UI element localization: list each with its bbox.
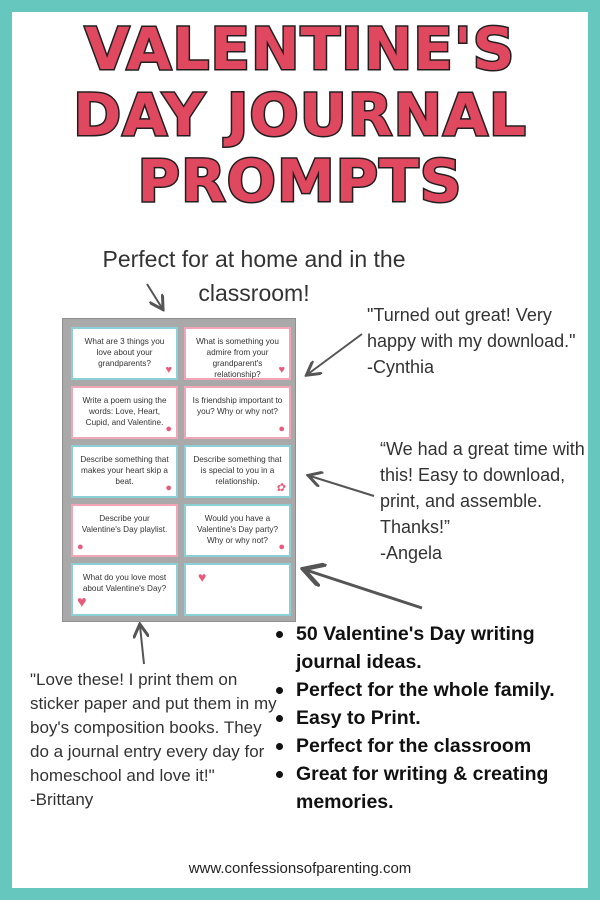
feature-item: Easy to Print. bbox=[270, 704, 600, 732]
prompt-card-text: Describe your Valentine's Day playlist. bbox=[81, 514, 168, 534]
arrow-icon bbox=[306, 570, 422, 608]
prompt-card-text: What is something you admire from your grandparent's relationship? bbox=[196, 337, 279, 379]
review-author: -Angela bbox=[380, 543, 443, 563]
website-url: www.confessionsofparenting.com bbox=[188, 860, 412, 877]
title-line-2: DAY JOURNAL bbox=[73, 81, 527, 149]
prompt-card-text: Write a poem using the words: Love, Heart, Cupid, and Valentine. bbox=[82, 396, 167, 427]
feature-item: Perfect for the whole family. bbox=[270, 676, 600, 704]
owl-icon: ● bbox=[165, 482, 172, 494]
prompt-card-text: Describe something that makes your heart skip a beat. bbox=[80, 455, 169, 486]
owl-icon: ● bbox=[77, 541, 84, 553]
heart-balloon-icon: ♥ bbox=[198, 569, 207, 585]
title-line-3: PROMPTS bbox=[137, 147, 463, 215]
arrow-icon bbox=[147, 284, 162, 308]
feature-item: 50 Valentine's Day writing journal ideas. bbox=[270, 620, 600, 676]
heart-icon: ♥ bbox=[77, 594, 87, 611]
owl-icon: ● bbox=[165, 423, 172, 435]
prompt-card-text: What are 3 things you love about your grandparents? bbox=[84, 337, 165, 368]
review-author: -Cynthia bbox=[367, 357, 435, 377]
heart-icon: ♥ bbox=[278, 364, 285, 376]
heart-icon: ♥ bbox=[165, 364, 172, 376]
review-text: “We had a great time with this! Easy to download, print, and assemble. Thanks!” bbox=[380, 439, 585, 537]
review-author: -Brittany bbox=[30, 790, 94, 809]
prompt-card-text: Would you have a Valentine's Day party? Why or why not? bbox=[196, 514, 279, 545]
arrow-icon bbox=[140, 626, 144, 664]
review-text: "Love these! I print them on sticker paper and put them in my boy's composition books. They do a journal entry every day for homeschool and love it!" bbox=[30, 670, 277, 785]
title-line-1: VALENTINE'S bbox=[84, 15, 516, 83]
arrow-icon bbox=[310, 476, 374, 496]
arrow-icon bbox=[308, 334, 362, 374]
flower-icon: ✿ bbox=[275, 482, 285, 494]
feature-item: Perfect for the classroom bbox=[270, 732, 600, 760]
feature-item: Great for writing & creating memories. bbox=[270, 760, 600, 816]
pin-canvas bbox=[12, 12, 588, 888]
subtitle: Perfect for at home and in the classroom! bbox=[102, 246, 406, 306]
prompt-card-text: Is friendship important to you? Why or why not? bbox=[192, 396, 283, 416]
review-text: "Turned out great! Very happy with my download." bbox=[367, 305, 576, 351]
arrows-layer bbox=[12, 12, 588, 888]
owl-icon: ● bbox=[278, 423, 285, 435]
prompt-card-text: Describe something that is special to you in a relationship. bbox=[193, 455, 282, 486]
prompt-card-text: What do you love most about Valentine's Day? bbox=[82, 573, 167, 593]
owl-icon: ● bbox=[278, 541, 285, 553]
